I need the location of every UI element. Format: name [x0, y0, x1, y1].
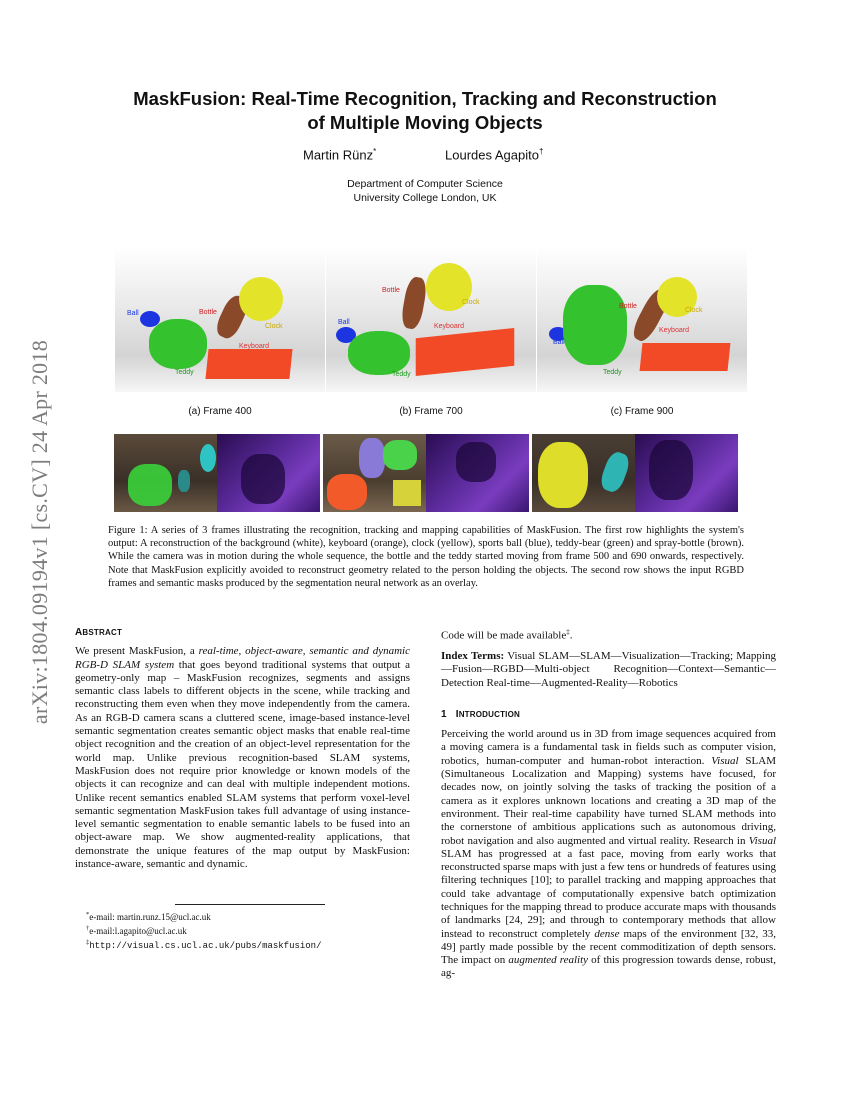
depth-frame-image [426, 434, 529, 512]
bottle-mask [400, 276, 429, 331]
footnote-2-mark: † [86, 925, 90, 932]
title-line-2: of Multiple Moving Objects [307, 112, 543, 133]
teddy-mask [149, 319, 207, 369]
footnote-2-text: e-mail:l.agapito@ucl.ac.uk [89, 926, 187, 936]
keyboard-mask [205, 349, 292, 379]
abstract-heading-rest: BSTRACT [82, 628, 123, 637]
abstract-heading [75, 626, 410, 639]
abstract-heading-initial: A [75, 627, 83, 638]
intro-text-5: of this progression towards dense, robust, ag- [441, 954, 776, 980]
arxiv-stamp [10, 292, 70, 772]
intro-emph-3: dense [594, 927, 620, 940]
intro-paragraph [441, 728, 776, 981]
index-terms-label: Index Terms: [441, 649, 505, 662]
author-2-name: Lourdes Agapito [445, 147, 539, 163]
index-terms-text: Visual SLAM—SLAM—Visualization—Tracking; Mapping—Fusion—RGBD—Multi-object Recognition—Context—Semantic—Detection Real-time—Augmented-Reality—Robotics [441, 649, 776, 689]
bottle-overlay [178, 470, 190, 492]
caption-frame-400: (a) Frame 400 [188, 406, 252, 417]
depth-object [649, 440, 693, 500]
label-bottle: Bottle [382, 287, 400, 294]
depth-frame-image [217, 434, 320, 512]
intro-text-2: SLAM (Simultaneous Localization and Mapping) systems have focused, for decades now, on jointly solving the tasks of tracking the position of a camera as it explores unknown locations and creating a 3D map of the environment. Their real-time capability have turned SLAM methods into the cornerstone of ambitious applications such as autonomous driving, robot navigation and also augmented and virtual reality. Research in [441, 754, 776, 847]
footnote-3-url[interactable]: http://visual.cs.ucl.ac.uk/pubs/maskfusion/ [89, 941, 322, 951]
footnote-rule [175, 904, 325, 905]
title-line-1: MaskFusion: Real-Time Recognition, Tracking and Reconstruction [133, 88, 717, 109]
figure-frame-900 [537, 247, 747, 392]
clock-overlay [393, 480, 421, 506]
label-clock: Clock [462, 299, 480, 306]
keyboard-mask [416, 328, 515, 376]
keyboard-mask [640, 343, 731, 371]
depth-frame-image [635, 434, 738, 512]
arxiv-stamp-text: arXiv:1804.09194v1 [cs.CV] 24 Apr 2018 [27, 339, 52, 725]
intro-heading [441, 708, 776, 721]
label-teddy: Teddy [603, 369, 622, 376]
depth-object [456, 442, 496, 482]
label-bottle: Bottle [619, 303, 637, 310]
code-availability: Code will be made available‡. [441, 628, 573, 642]
label-teddy: Teddy [392, 371, 411, 378]
keyboard-overlay [327, 474, 367, 510]
footnote-1 [86, 909, 322, 923]
figure-frame-400 [115, 247, 325, 392]
label-keyboard: Keyboard [434, 323, 464, 330]
intro-emph-1: Visual [711, 754, 739, 767]
teddy-overlay [383, 440, 417, 470]
author-2-mark: † [538, 147, 544, 156]
teddy-mask [348, 331, 410, 375]
rgb-frame-image [114, 434, 217, 512]
intro-text-3: SLAM has progressed at a fast pace, moving from early works that reconstructed sparse maps with just a few tens or hundreds of features using filtering techniques [10]; to parallel tracking and mapping approaches that could take advantage of computationally expensive batch optimization techniques for the mapping thread to produce accurate maps with thousands of landmarks [24, 29]; and through to contemporary methods that allow instead to reconstruct completely [441, 847, 776, 940]
caption-frame-700: (b) Frame 700 [399, 406, 463, 417]
intro-text-1: Perceiving the world around us in 3D from image sequences acquired from a moving camera is a fundamental task in fields such as computer vision, robotics, human-computer and human-robot interaction. [441, 728, 776, 767]
rgb-frame-image [323, 434, 426, 512]
intro-text-4: maps of the environment [32, 33, 49] partly made possible by the recent commoditization of depth sensors. The impact on [441, 927, 776, 967]
label-ball: Ball [127, 310, 139, 317]
abstract-text-start: We present MaskFusion, a [75, 645, 199, 658]
intro-heading-initial: I [455, 708, 459, 720]
intro-emph-4: augmented reality [508, 954, 589, 967]
label-bottle: Bottle [199, 309, 217, 316]
label-ball: Ball [338, 319, 350, 326]
footnote-3-mark: ‡ [86, 939, 90, 946]
label-keyboard: Keyboard [659, 327, 689, 334]
right-column [441, 626, 776, 981]
index-terms [441, 650, 776, 690]
intro-heading-rest: NTRODUCTION [458, 709, 520, 719]
affiliation [100, 178, 750, 205]
clock-overlay [200, 444, 216, 472]
rgbd-input-900 [532, 434, 738, 512]
author-1-mark: * [373, 147, 377, 156]
rgbd-input-400 [114, 434, 320, 512]
author-1-name: Martin Rünz [303, 147, 374, 163]
intro-emph-2: Visual [748, 834, 776, 847]
depth-object [241, 454, 285, 504]
rgb-frame-image [532, 434, 635, 512]
footnote-1-mark: * [86, 911, 90, 918]
abstract-text-emphasis: real-time, object-aware, semantic and dynamic RGB-D SLAM system [75, 645, 410, 671]
label-keyboard: Keyboard [239, 343, 269, 350]
teddy-overlay [538, 442, 588, 508]
footnote-2 [86, 923, 322, 937]
code-note-mark: ‡ [566, 628, 570, 636]
affiliation-line-1: Department of Computer Science [347, 178, 503, 190]
teddy-overlay [128, 464, 172, 506]
footnote-3 [86, 937, 322, 952]
paper-title [100, 87, 750, 135]
figure-frame-700 [326, 247, 536, 392]
footnote-1-text: e-mail: martin.runz.15@ucl.ac.uk [89, 912, 211, 922]
caption-frame-900: (c) Frame 900 [610, 406, 674, 417]
label-teddy: Teddy [175, 369, 194, 376]
abstract-text-end: that goes beyond traditional systems that output a geometry-only map – MaskFusion recognizes, segments and assigns semantic class labels to different objects in the scene, while tracking and reconstructing them even when they move independently from the camera. As an RGB-D camera scans a cluttered scene, image-based instance-level semantic segmentation creates semantic object masks that enable real-time object recognition and the creation of an object-level representation for the world map. Unlike previous recognition-based SLAM systems, MaskFusion does not require prior knowledge or known models of the objects it can recognize and can deal with multiple independent motions. Unlike recent semantics enabled SLAM systems that perform voxel-level semantic segmentation MaskFusion takes full advantage of using instance-level semantic segmentation to enable semantic labels to be fused into an object-aware map. We show augmented-reality applications, that demonstrate the unique features of the map output by MaskFusion: instance-aware, semantic and dynamic. [75, 658, 410, 871]
intro-number: 1 [441, 708, 447, 720]
bottle-overlay [598, 449, 632, 494]
author-2 [445, 147, 543, 162]
rgbd-input-700 [323, 434, 529, 512]
figure-caption: Figure 1: A series of 3 frames illustrating the recognition, tracking and mapping capabilities of MaskFusion. The first row highlights the system's output: A reconstruction of the background (white), keyboard (orange), clock (yellow), sports ball (blue), teddy-bear (green) and spray-bottle (brown). While the camera was in motion during the whole sequence, the bottle and the teddy started moving from frame 500 and 690 onwards, respectively. Note that MaskFusion explicitly avoided to reconstruct geometry related to the person holding the objects. The second row shows the input RGBD frames and semantic masks produced by the segmentation neural network as an overlay. [108, 525, 744, 589]
affiliation-line-2: University College London, UK [353, 191, 497, 204]
abstract-paragraph [75, 645, 410, 871]
abstract-section [75, 626, 410, 871]
teddy-mask [563, 285, 627, 365]
footnotes [86, 909, 322, 952]
ball-overlay [359, 438, 385, 478]
label-ball: Ball [553, 339, 565, 346]
clock-mask [239, 277, 283, 321]
code-note-text: Code will be made available [441, 629, 567, 642]
label-clock: Clock [685, 307, 703, 314]
label-clock: Clock [265, 323, 283, 330]
author-1 [303, 147, 376, 162]
